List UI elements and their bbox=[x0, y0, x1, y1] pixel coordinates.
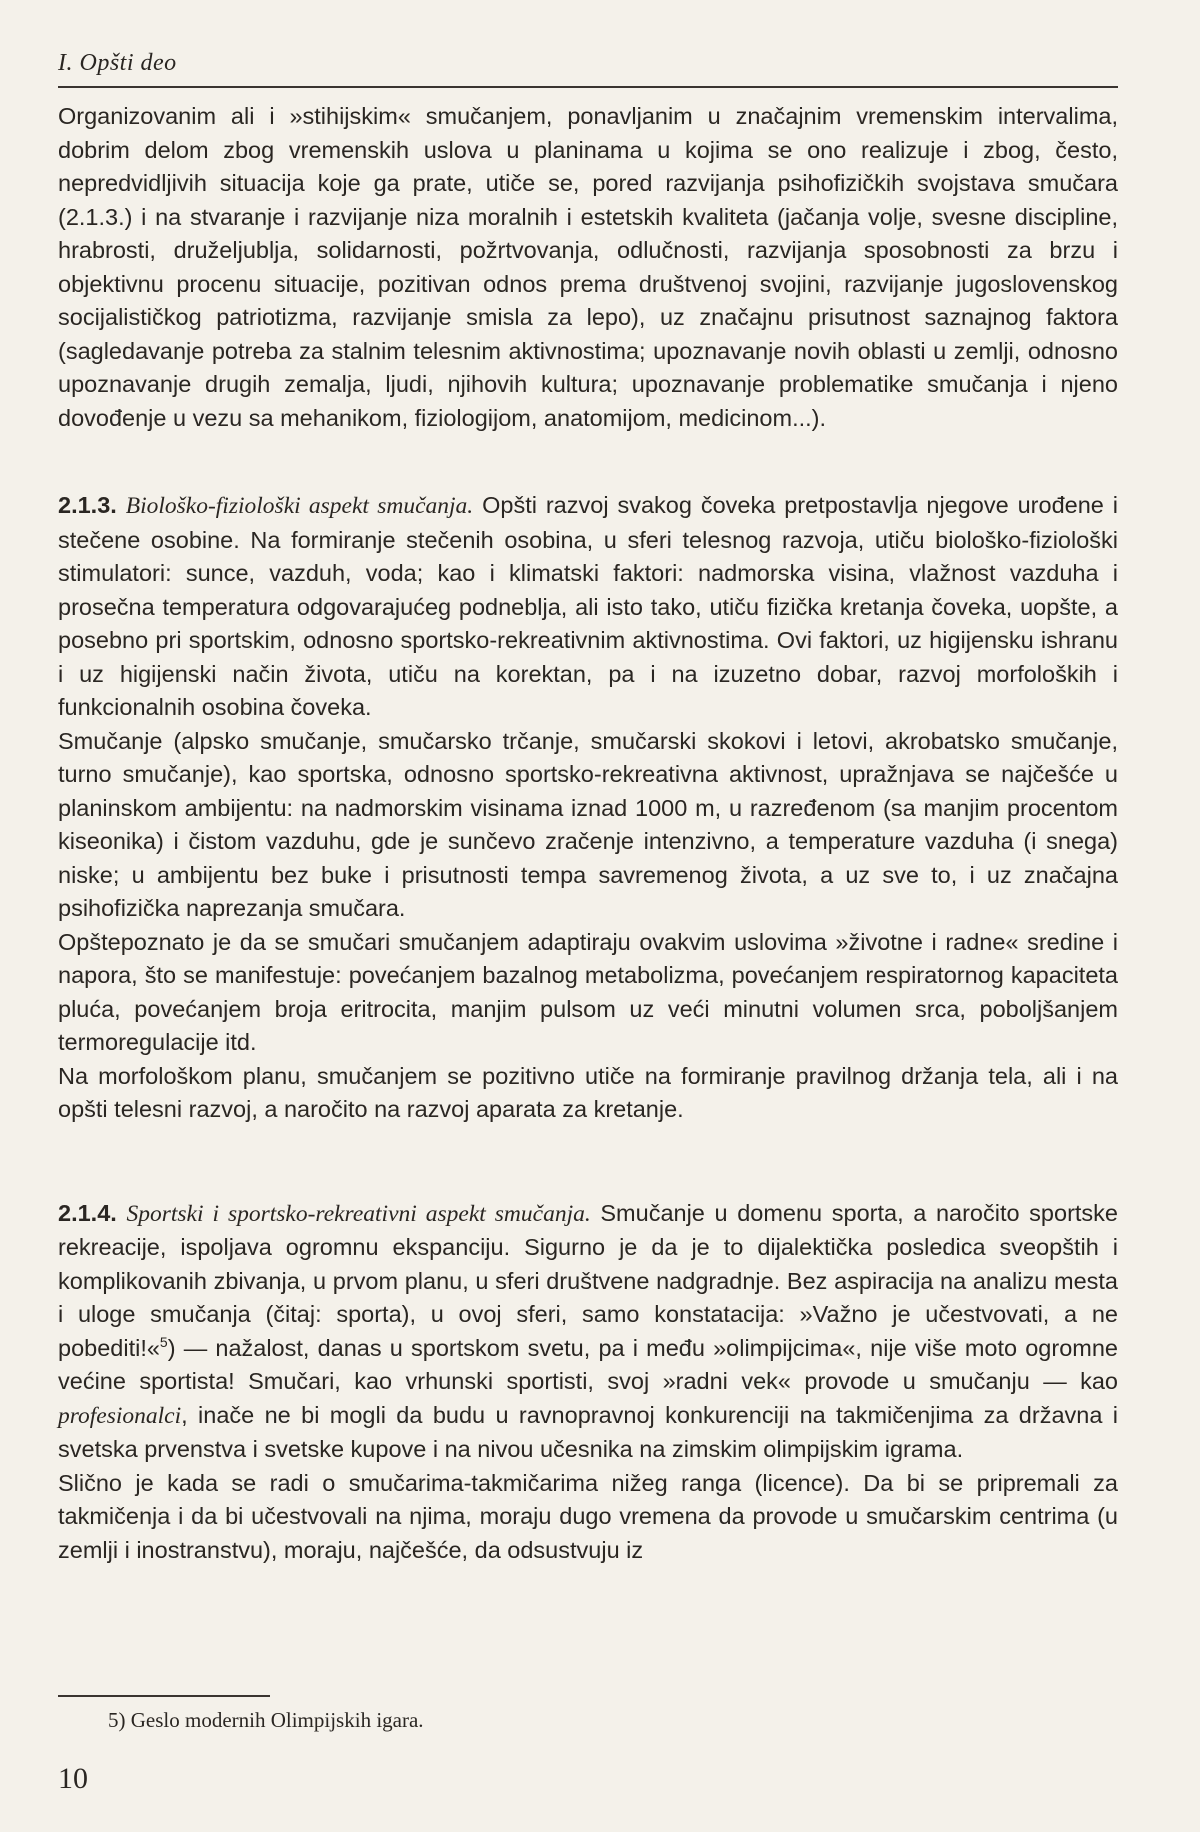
section-title: Sportski i sportsko-rekreativni aspekt smučanja. bbox=[126, 1200, 591, 1227]
footnote: 5) Geslo modernih Olimpijskih igara. bbox=[108, 1708, 424, 1732]
section-2-1-4-lead-paragraph bbox=[58, 1197, 1118, 1467]
footnote-reference: 5 bbox=[159, 1333, 168, 1350]
page-number: 10 bbox=[58, 1762, 88, 1795]
paragraph: Smučanje (alpsko smučanje, smučarsko trčanje, smučarski skokovi i letovi, akrobatsko smučanje, turno smučanje), kao sportska, odnosno sportsko-rekreativna aktivnost, upražnjava se najčešće u planinskom ambijentu: na nadmorskim visinama iznad 1000 m, u razređenom (sa manjim procentom kiseonika) i čistom vazduhu, gde je sunčevo zračenje intenzivno, a temperature vazduha (i snega) niske; u ambijentu bez buke i prisutnosti tempa savremenog života, a uz sve to, i uz značajna psihofizička naprezanja smučara. bbox=[58, 727, 1118, 921]
section-title: Biološko-fiziološki aspekt smučanja. bbox=[125, 493, 474, 519]
paragraph: Na morfološkom planu, smučanjem se pozitivno utiče na formiranje pravilnog držanja tela, ali i na opšti telesni razvoj, a naročito na razvoj aparata za kretanje. bbox=[58, 1062, 1118, 1122]
section-number: 2.1.3. bbox=[58, 492, 117, 518]
footnote-rule bbox=[58, 1695, 270, 1697]
paragraph-text: , inače ne bi mogli da budu u ravnopravnoj konkurenciji na takmičenjima za državna i svetska prvenstva i svetske kupove i na nivou učesnika na zimskim olimpijskim igrama. bbox=[58, 1401, 1118, 1462]
running-head: I. Opšti deo bbox=[58, 50, 177, 76]
paragraph-text: Opšti razvoj svakog čoveka pretpostavlja njegove urođene i stečene osobine. Na formiranje stečenih osobina, u sferi telesnog razvoja, utiču biološko-fiziološki stimulatori: sunce, vazduh, voda; kao i klimatski faktori: nadmorska visina, vlažnost vazduha i prosečna temperatura odgovarajućeg podneblja, ali isto tako, utiču fizička kretanja čoveka, uopšte, a posebno pri sportskim, odnosno sportsko-rekreativnim aktivnostima. Ovi faktori, uz higijensku ishranu i uz higijenski način života, utiču na korektan, pa i na izuzetno dobar, razvoj morfoloških i funkcionalnih osobina čoveka. bbox=[58, 492, 1118, 720]
paragraph: Slično je kada se radi o smučarima-takmičarima nižeg ranga (licence). Da bi se pripremali za takmičenja i da bi učestvovali na njima, moraju dugo vremena da provode u smučarskim centrima (u zemlji i inostranstvu), moraju, najčešće, da odsustvuju iz bbox=[58, 1469, 1118, 1563]
section-2-1-3-lead-paragraph bbox=[58, 489, 1118, 725]
paragraph: Opštepoznato je da se smučari smučanjem adaptiraju ovakvim uslovima »životne i radne« sredine i napora, što se manifestuje: povećanjem bazalnog metabolizma, povećanjem respiratornog kapaciteta pluća, povećanjem broja eritrocita, manjim pulsom uz veći minutni volumen srca, poboljšanjem termoregulacije itd. bbox=[58, 928, 1118, 1055]
intro-paragraph: Organizovanim ali i »stihijskim« smučanjem, ponavljanim u značajnim vremenskim intervalima, dobrim delom zbog vremenskih uslova u planinama u kojima se ono realizuje i zbog, često, nepredvidljivih situacija koje ga prate, utiče se, pored razvijanja psihofizičkih svojstava smučara (2.1.3.) i na stvaranje i razvijanje niza moralnih i estetskih kvaliteta (jačanja volje, svesne discipline, hrabrosti, druželjublja, solidarnosti, požrtvovanja, odlučnosti, razvijanja sposobnosti za brzu i objektivnu procenu situacije, pozitivan odnos prema društvenoj svojini, razvijanje jugoslovenskog socijalističkog patriotizma, razvijanje smisla za lepo), uz značajnu prisutnost saznajnog faktora (sagledavanje potreba za stalnim telesnim aktivnostima; upoznavanje novih oblasti u zemlji, odnosno upoznavanje drugih zemalja, ljudi, njihovih kultura; upoznavanje problematike smučanja i njeno dovođenje u vezu sa mehanikom, fiziologijom, anatomijom, medicinom...). bbox=[58, 103, 1118, 431]
body-text bbox=[58, 100, 1118, 1567]
paragraph-text: ) — nažalost, danas u sportskom svetu, pa i među »olimpijcima«, nije više moto ogromne većine sportista! Smučari, kao vrhunski sportisti, svoj »radni vek« provode u smučanju — kao bbox=[58, 1334, 1118, 1394]
paragraph-text: Smučanje u domenu sporta, a naročito sportske rekreacije, ispoljava ogromnu ekspanciju. Sigurno je da je to dijalektička posledica sveopštih i komplikovanih zbivanja, u prvom planu, u sferi društvene nadgradnje. Bez aspiracija na analizu mesta i uloge smučanja (čitaj: sporta), u ovoj sferi, samo konstatacija: »Važno je učestvovati, a ne pobediti!« bbox=[58, 1199, 1118, 1361]
header-rule bbox=[58, 86, 1118, 88]
italic-term: profesionalci bbox=[58, 1402, 182, 1429]
section-number: 2.1.4. bbox=[58, 1199, 117, 1226]
